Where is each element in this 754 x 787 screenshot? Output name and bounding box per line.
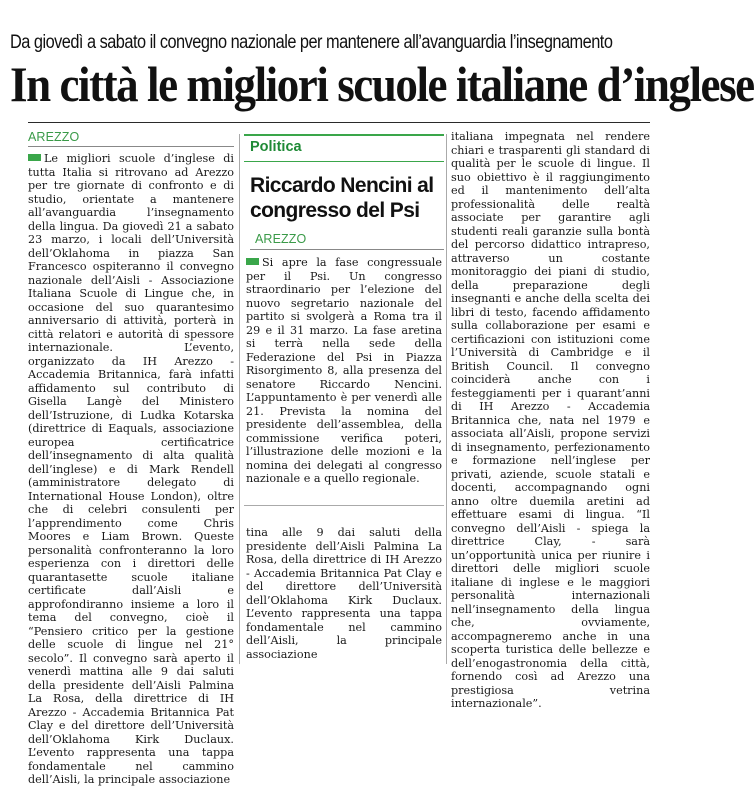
headline-rule (28, 122, 650, 123)
sidebar-bottom-rule (244, 505, 444, 506)
sidebar-body (246, 256, 442, 486)
lead-square-icon (28, 154, 41, 161)
column-b-continued-text: tina alle 9 dai saluti della presidente dell’Aisli Palmina La Rosa, della direttrice di IH Arezzo - Accademia Britannica Pat Clay e del direttore dell’Università dell’Oklahoma Kirk Duclaux. L’evento rappresenta una tappa fondamentale nel cammino dell’Aisli, la principale associazione (246, 526, 442, 661)
section-label: Politica (250, 139, 302, 155)
sidebar-title: Riccardo Nencini al congresso del Psi (250, 174, 434, 222)
sidebar-body-text: Si apre la fase congressuale per il Psi. Un congresso straordinario per l’elezione del nuovo segretario nazionale del partito si svolgerà a Roma tra il 29 e il 31 marzo. La fase aretina si terrà nella sede della Federazione del Psi in Piazza Risorgimento 8, alla presenza del senatore Riccardo Nencini. L’appuntamento è per venerdì alle 21. Prevista la nomina del presidente dell’assemblea, della commissione verifica poteri, l’illustrazione delle mozioni e la nomina dei delegati al congresso nazionale e a quello regionale. (246, 256, 442, 485)
section-rule (244, 161, 444, 162)
column-a (28, 152, 234, 786)
headline: In città le migliori scuole italiane d’inglese (10, 56, 754, 112)
article-place: AREZZO (28, 130, 80, 144)
column-c (451, 130, 650, 710)
column-divider-left (239, 134, 240, 664)
kicker: Da giovedì a sabato il convegno nazionale per mantenere all’avanguardia l’insegnamento (10, 32, 613, 53)
column-divider-right (446, 134, 447, 664)
column-b-continued (246, 526, 442, 661)
sidebar-place: AREZZO (255, 232, 307, 246)
column-c-text: italiana impegnata nel rendere chiari e trasparenti gli standard di qualità per le scuole di lingue. Il suo obiettivo è il raggiungimento ed il mantenimento dell’alta professionalità delle realtà associate per garantire agli studenti reali garanzie sulla bontà del percorso didattico intrapreso, attraverso un costante monitoraggio dei piani di studio, della preparazione degli insegnanti e anche della scelta dei libri di testo, facendo affidamento sulla collaborazione per esami e certificazioni con istituzioni come l’Università di Cambridge e il British Council. Il convegno coinciderà anche con i festeggiamenti per i quarant’anni di IH Arezzo - Accademia Britannica che, nata nel 1979 e associata all’Aisli, propone servizi di insegnamento, perfezionamento e formazione nell’inglese per privati, aziende, scuole statali e docenti, accompagnando ogni anno oltre duemila aretini ad effettuare esami di lingua. “Il convegno dell’Aisli - spiega la direttrice Clay, - sarà un’opportunità unica per riunire i direttori delle migliori scuole italiane di inglese e le maggiori personalità internazionali nell’insegnamento della lingua che, ovviamente, accompagneremo anche in una scoperta turistica delle bellezze e dell’enogastronomia della città, fornendo così ad Arezzo una prestigiosa vetrina internazionale”. (451, 130, 650, 710)
sidebar-square-icon (246, 258, 259, 265)
article-lead-text: Le migliori scuole d’inglese di tutta Italia si ritrovano ad Arezzo per tre giornate di confronto e di studio, orientate a mantenere all’avanguardia l’insegnamento della lingua. Da giovedì 21 a sabato 23 marzo, i locali dell’Università dell’Oklahoma in piazza San Francesco ospiteranno il convegno nazionale dell’Aisli - Associazione Italiana Scuole di Lingue che, in occasione del suo quarantesimo anniversario di attività, porterà in città relatori e autorità di spessore internazionale. L’evento, organizzato da IH Arezzo - Accademia Britannica, farà infatti affidamento sul contributo di Gisella Langè del Ministero dell’Istruzione, di Ludka Kotarska (direttrice di Eaquals, associazione europea certificatrice dell’insegnamento di alta qualità dell’inglese) e di Mark Rendell (amministratore delegato di International House London), oltre che di celebri consulenti per l’apprendimento come Chris Moores e Liam Brown. Queste personalità confronteranno la loro esperienza con i direttori delle quarantasette scuole italiane certificate dall’Aisli e approfondiranno insieme a loro il tema del convegno, cioè il “Pensiero critico per la gestione delle scuole di lingue nel 21° secolo”. Il convegno sarà aperto il venerdì mattina alle 9 dai saluti della presidente dell’Aisli Palmina La Rosa, della direttrice di IH Arezzo - Accademia Britannica Pat Clay e del direttore dell’Università dell’Oklahoma Kirk Duclaux. L’evento rappresenta una tappa fondamentale nel cammino dell’Aisli, la principale associazione (28, 152, 234, 786)
sidebar-place-rule (250, 249, 444, 250)
place-rule (28, 146, 234, 147)
